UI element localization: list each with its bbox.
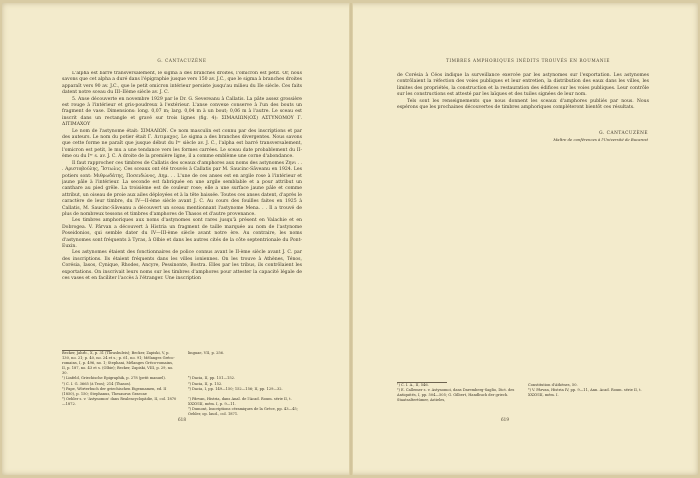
right-page [353, 3, 698, 475]
signature-name: G. CANTACUZÈNE [599, 131, 648, 136]
footnote: ⁸) Oehler s. v. 'Astynomos' dans Realencyclopädie, II, col. 1870—1872. [62, 396, 177, 406]
paragraph: 5. Anse découverte en novembre 1929 par le Dr. G. Severeanu à Callatis. La pâte assez grossière est rouge à l'intérieur et gris-poudreux à l'extérieur. L'anse convexe conserve à l'un des bouts un fragment de vase. Dimensions: long. 0,07 m; larg. 0,04 m à un bout; 0,06 m à l'autre. Le sceau est inscrit dans un rectangle et gravé sur trois lignes (fig. 4): ΣΙΜΑΛΙΩΝ(ΟΣ) ΑΣΤΥΝΟΜΟΥ Γ. ΔΙΤΙΜΑΧΟΥ [62, 96, 302, 128]
footnote: Becker, Jahrb., X, p. 31 (Thrasbuleis); Becker, Zapiski, V, p. 130, no. 21; p. 40, no. 24 et s.; p. 61, no. 91; Mélanges Gréco-romains, I, p. 496, no. 1; Stephani, Mélanges Gréco-romains, II, p. 187, no. 43 et s. (Olbie); Becker, Zapiski, VIII, p. 29, no. 30. [62, 351, 175, 376]
left-body-text [62, 71, 302, 349]
footnote: ²) E. Callemer s. v. Astynomoi, dans Daremberg-Saglio, Dict. des Antiquités, I, pp. 504—505; G. Gilbert, Handbuch der griech. Staatsaltertümer, Astieles, [397, 388, 515, 403]
right-body-text [397, 73, 649, 111]
footnote: ¹) Linfeld, Griechische Epigraphik, p. 278 (petit manuel). [62, 376, 166, 381]
footnote: ⁹) Dumont, Inscriptions céramiques de la Grèce, pp. 43—45; Oehler, op. laud., col. 1871. [188, 407, 298, 417]
paragraph: L'alpha est barré transversalement, le sigma a des branches droites, l'omicron est petit. Or, nous savons que cet alpha a duré dans l'épigraphie jusque vers 150 av. J.C., que le sigma à branches droites apparaît vers 90 av. J.C., que le petit omicron intérieur persiste jusqu'au milieu du IIe siècle. Ces faits datent notre sceau du III–IIème siècle av. J. C. [62, 71, 302, 96]
footnote: ¹) C. I. A., II, 546. [397, 383, 429, 387]
footnote: ⁷) Pârvan, Histria, dans Anal. de l'Acad. Roum. série II, t. XXXVIII, mém. I, p. 9—11. [188, 396, 292, 406]
paragraph: Les timbres amphoriques aux noms d'astynomes sont rares jusqu'à présent en Valachie et en Dobrogea. V. Pârvan a découvert à Histria un fragment de taille marquée au nom de l'astynome Poseidonios, qui semble dater du IV—III-ème siècle avant notre ère. Au contraire, les noms d'astynomes sont fréquents à Tyras, à Olbie et dans les autres cités de la côte septentrionale du Pont-Euxin. [62, 218, 302, 249]
signature-title: Maître de conférences à l'Université de Bucarest [553, 137, 648, 142]
paragraph: Le nom de l'astynome était: ΣΙΜΑΛΙΩΝ. Ce nom masculin est connu par des inscriptions et par des auteurs. Le nom du potier était Γ. Διτιμαχος. Le sigma a des branches divergentes. Nous savons que cette forme ne paraît que jusque début du Iᵉʳ siècle av. J. C., l'alpha est barré transversalement, l'omicron est petit, le mu a une tendance vers les formes carrées. Le sceau date probablement du II-ème ou du Iᵉʳ s. av. J. C. A droite de la première ligne, il a comme emblème une corne d'abondance. [62, 128, 302, 160]
right-footnotes [397, 383, 649, 403]
book-spread [2, 3, 698, 475]
footnote: ²) C. I. G. 3665 (à Teos); 214 (Thasos). [62, 381, 132, 386]
footnote: Constitution d'Athènes, 50. [528, 383, 578, 387]
author-signature [553, 131, 648, 143]
footnote: ³) Pape, Wörterbuch der griechischen Eigennamen, ed. II (1850), p. 150; Stephanus, Thesaurus Graecae [62, 386, 167, 396]
running-head-author: G. CANTACUZÈNE [157, 58, 207, 63]
footnote: ⁵) Dacia, II, p. 152. [188, 381, 223, 386]
footnote: ⁴) Dacia, II, pp. 151—152. [188, 376, 236, 381]
paragraph: Tels sont les renseignements que nous donnent les sceaux d'amphores publiés par nous. Nous espérons que les prochaines découvertes de timbres amphoriques compléteront bientôt ces résultats. [397, 98, 649, 111]
paragraph: Les astynomes étaient des fonctionnaires de police connus avant le II-ème siècle avant J. C. par des inscriptions. Ils étaient fréquents dans les villes ioniennes. On les trouve à Athènes, Ténos, Corésia, Iasos, Cynique, Rhodes, Ancyre, Pessinonte, Bostra. Elles par les tribus, ils contrôlaient les exportations. On inscrivait leurs noms sur les timbres d'amphores pour attester la capacité légale de ces vases et en faciliter l'accès à l'étranger. Une inscription [62, 250, 302, 281]
page-number: 618 [178, 417, 186, 422]
footnote: linguae, VII, p. 256. [188, 351, 225, 355]
left-footnotes [62, 351, 304, 417]
paragraph: Il faut rapprocher ces timbres de Callatis des sceaux d'amphores aux noms des astynomes Ζηνι . . . Αριστοβούλης, Ἴστωλις. Ces sceaux ont été trouvés à Callatis par M. Saucinc-Săveanu en 1924. Les potiers sont: Μιθρωδάτης, Ποσειδώνος, Δημ. . . L'une de ces anses est en argile rose à l'intérieur et jaune pâle à l'intérieur. La seconde est fabriquée en une argile semblable et a pour attribut un canthare au pied grêle. La troisième est de couleur rose; elle a une surface jaune pâle et comme attribut, un oiseau de proie aux ailes déployées et à la tête baissée. Toutes ces anses datent, d'après le caractère de leur timbre, du IV—II-ème siècle avant J. C. Au cours des fouilles faites en 1925 à Callatis, M. Saucinc-Săveanu a découvert un sceau mentionnant l'astynome Mena. . . Il a trouvé de plus de nombreux tessons et timbres d'amphores de Thasos et d'autre provenance. [62, 160, 302, 217]
footnote: ⁶) Dacia, I, pp. 149—150; 152—156; II, pp. 129—32. [188, 386, 283, 391]
left-page [2, 3, 349, 475]
running-head-title: TIMBRES AMPHORIQUES INÉDITS TROUVÉS EN ROUMANIE [445, 58, 611, 63]
page-number: 619 [501, 417, 509, 422]
paragraph: de Corésia à Céos indique la surveillance exercée par les astynomes sur l'exportation. Les astynomes contrôlaient la réfection des voies publiques et leur entretien, la distribution des eaux dans les villes, les limites des propriétés, la construction et la restauration des édifices sur les voies publiques. Leur contrôle sur les constructions est attesté par les laïques et des tuiles signées de leur nom. [397, 73, 649, 98]
footnote: ³) V. Pârvan, Histria IV, pp. 9—11, Ann. Acad. Roum. série II, t. XXXVIII, mém. I. [528, 388, 642, 398]
